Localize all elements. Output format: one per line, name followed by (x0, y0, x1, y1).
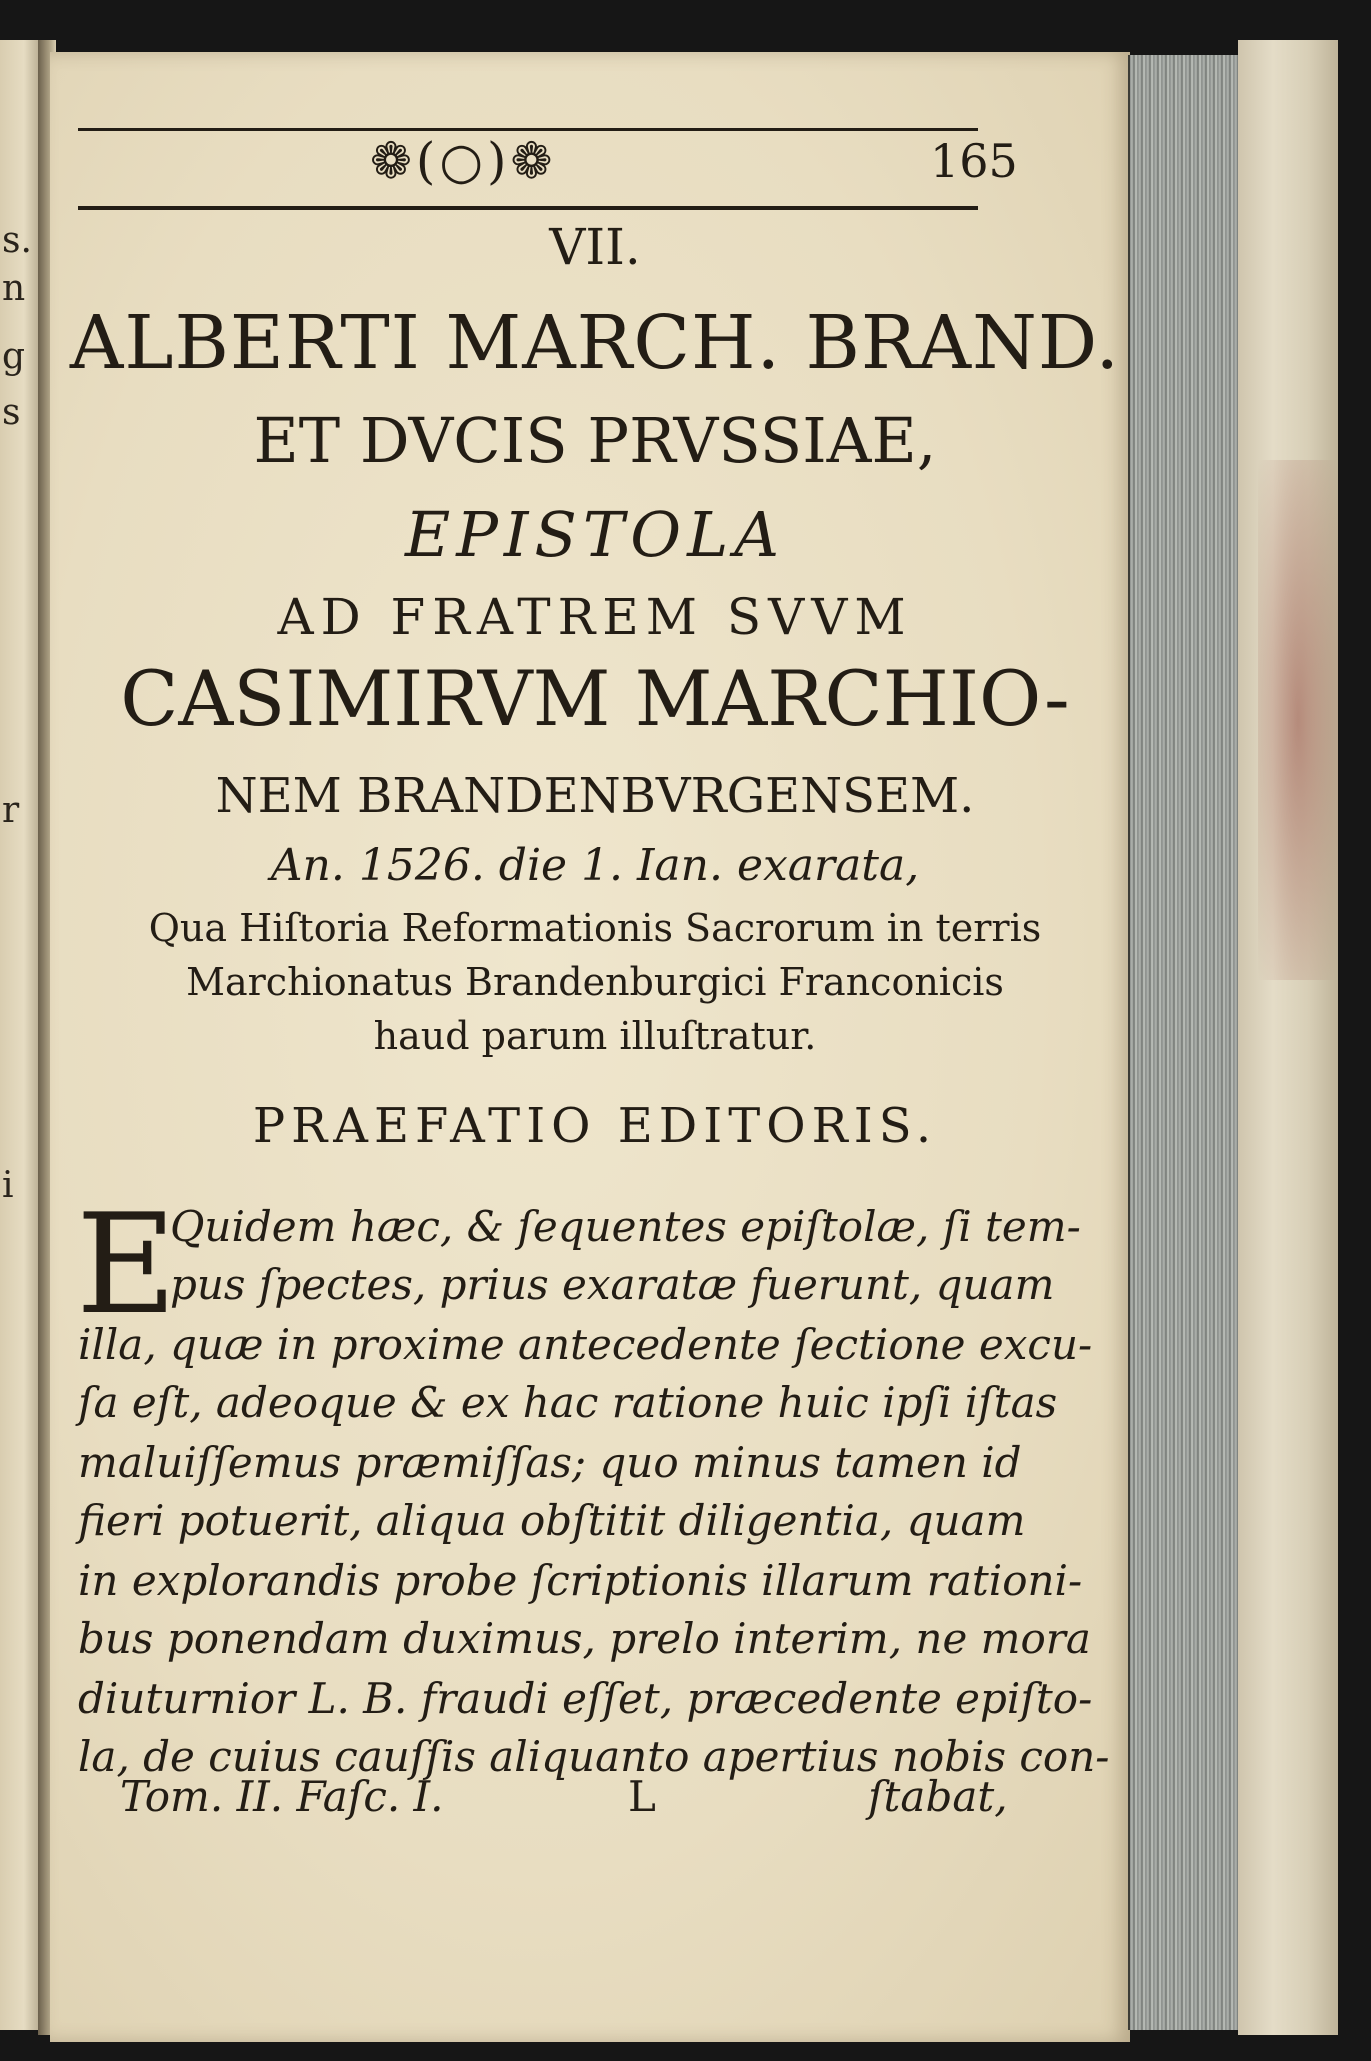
title-line-5: CASIMIRVM MARCHIO- (120, 654, 1070, 743)
body-line: bus ponendam duximus, prelo interim, ne mora (78, 1614, 1091, 1663)
left-page-fragment: n (2, 268, 26, 309)
page-fore-edge (1128, 55, 1240, 2030)
title-line-8: Qua Hiſtoria Reformationis Sacrorum in terris (148, 906, 1042, 950)
body-line: illa, quæ in proxime antecedente ſectione excu- (78, 1320, 1093, 1369)
volume-signature: Tom. II. Faſc. I. (120, 1772, 444, 1821)
body-line: ſa eſt, adeoque & ex hac ratione huic ipſi iſtas (78, 1378, 1058, 1427)
title-line-3: EPISTOLA (404, 498, 786, 571)
title-line-9: Marchionatus Brandenburgici Franconicis (186, 960, 1004, 1004)
title-line-4: AD FRATREM SVVM (277, 588, 913, 646)
left-page-fragment: g (2, 336, 26, 377)
left-page-fragment: i (2, 1165, 14, 1206)
body-line: la, de cuius cauſſis aliquanto apertius nobis con- (78, 1732, 1110, 1781)
catchword: ſtabat, (868, 1772, 1008, 1821)
body-line: maluiſſemus præmiſſas; quo minus tamen id (78, 1438, 1022, 1487)
page-number: 165 (930, 134, 1018, 188)
left-page-fragment: s (2, 392, 21, 433)
title-line-7: An. 1526. die 1. Ian. exarata, (270, 840, 920, 891)
title-line-10: haud parum illuſtratur. (373, 1014, 817, 1058)
body-line: Quidem hæc, & ſequentes epiſtolæ, ſi tem- (170, 1202, 1081, 1251)
body-line: pus ſpectes, prius exaratæ fuerunt, quam (170, 1260, 1055, 1309)
body-line: diuturnior L. B. fraudi eſſet, præcedente epiſto- (78, 1674, 1093, 1723)
body-line: in explorandis probe ſcriptionis illarum rationi- (78, 1556, 1083, 1605)
left-facing-page (0, 40, 40, 2030)
header-rule-bottom (78, 206, 978, 210)
drop-cap: E (76, 1184, 177, 1345)
cover-stain (1258, 460, 1338, 980)
title-line-2: ET DVCIS PRVSSIAE, (253, 404, 937, 477)
left-page-fragment: s. (2, 220, 32, 261)
vellum-cover-edge (1238, 40, 1338, 2035)
header-rule-top (78, 128, 978, 131)
header-ornament: ❁(○)❁ (370, 132, 557, 190)
gathering-mark: L (628, 1772, 656, 1821)
chapter-number: VII. (549, 218, 641, 276)
title-line-1: ALBERTI MARCH. BRAND. (69, 300, 1121, 386)
left-page-fragment: r (2, 790, 20, 831)
body-line: fieri potuerit, aliqua obſtitit diligentia, quam (78, 1496, 1026, 1545)
title-line-6: NEM BRANDENBVRGENSEM. (215, 768, 975, 824)
section-heading: PRAEFATIO EDITORIS. (252, 1098, 938, 1154)
